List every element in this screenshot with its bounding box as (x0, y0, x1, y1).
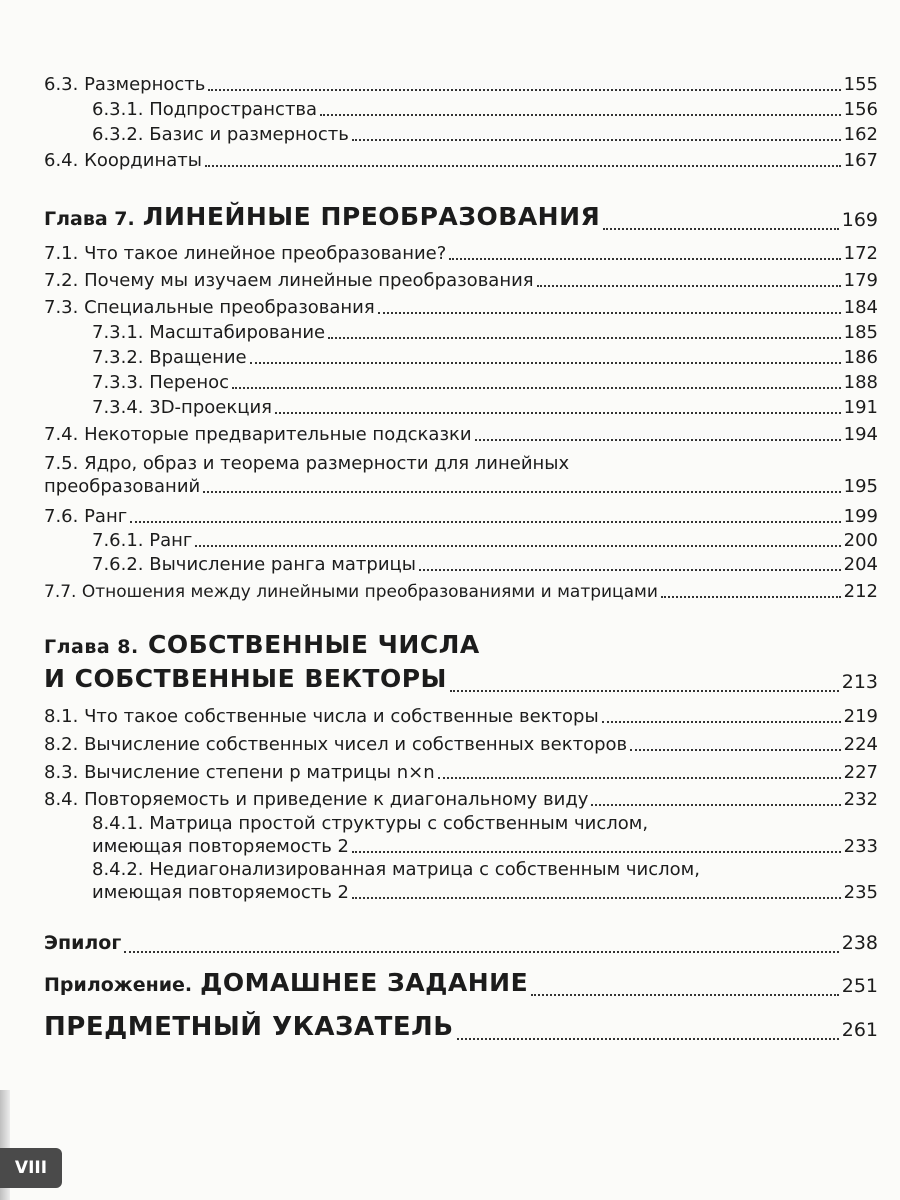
toc-entry-7-3[interactable] (44, 297, 878, 319)
toc-entry-7-6[interactable] (44, 506, 878, 528)
leader-dots (450, 689, 839, 692)
toc-entry-8-3[interactable] (44, 762, 878, 784)
leader-dots (438, 776, 841, 779)
toc-entry-7-4[interactable] (44, 424, 878, 446)
chapter-title: ЛИНЕЙНЫЕ ПРЕОБРАЗОВАНИЯ (142, 202, 601, 231)
toc-entry-title: 6.3. Размерность (44, 74, 206, 95)
appendix-title: ДОМАШНЕЕ ЗАДАНИЕ (200, 968, 529, 997)
toc-entry-title: 7.1. Что такое линейное преобразование? (44, 243, 447, 264)
toc-page-number: 184 (843, 297, 878, 318)
page-number-tab: VIII (0, 1148, 62, 1188)
leader-dots (232, 386, 841, 389)
toc-chapter-8[interactable] (44, 664, 878, 697)
leader-dots (630, 748, 840, 751)
toc-entry-title: 7.3. Специальные преобразования (44, 297, 375, 318)
toc-entry-7-6-1[interactable] (92, 530, 878, 552)
leader-dots (250, 361, 841, 364)
toc-entry-7-7[interactable] (44, 581, 878, 603)
toc-entry-8-4-1[interactable] (92, 812, 878, 858)
chapter-title-line1: СОБСТВЕННЫЕ ЧИСЛА (147, 630, 480, 659)
toc-entry-title: 7.3.4. 3D-проекция (92, 397, 272, 418)
toc-page-number: 186 (843, 347, 878, 368)
toc-appendix[interactable] (44, 968, 878, 1001)
toc-entry-7-1[interactable] (44, 243, 878, 265)
toc-entry-title: 8.2. Вычисление собственных чисел и собственных векторов (44, 734, 628, 755)
toc-page-number: 185 (843, 322, 878, 343)
toc-entry-6-3-1[interactable] (92, 99, 878, 121)
toc-page-number: 172 (843, 243, 878, 264)
toc-entry-6-3-2[interactable] (92, 124, 878, 146)
toc-entry-title: 8.1. Что такое собственные числа и собственные векторы (44, 706, 599, 727)
toc-entry-8-2[interactable] (44, 734, 878, 756)
toc-entry-6-4[interactable] (44, 150, 878, 172)
leader-dots (275, 411, 841, 414)
toc-entry-8-4[interactable] (44, 789, 878, 811)
toc-page-number: 169 (841, 209, 878, 231)
toc-entry-title-line1: 7.5. Ядро, образ и теорема размерности для линейных (44, 453, 570, 474)
toc-entry-title-line2: имеющая повторяемость 2 (92, 836, 350, 857)
toc-entry-title: 6.4. Координаты (44, 150, 202, 171)
toc-page-number: 238 (841, 932, 878, 954)
toc-page-number: 224 (843, 734, 878, 755)
toc-entry-title: 8.4. Повторяемость и приведение к диагональному виду (44, 789, 589, 810)
index-title: ПРЕДМЕТНЫЙ УКАЗАТЕЛЬ (44, 1012, 454, 1042)
toc-page-number: 191 (843, 397, 878, 418)
toc-page-number: 212 (843, 581, 878, 602)
toc-epilogue[interactable] (44, 928, 878, 958)
toc-chapter-7[interactable] (44, 202, 878, 235)
leader-dots (591, 803, 840, 806)
toc-entry-title: 6.3.2. Базис и размерность (92, 124, 349, 145)
toc-page-number: 251 (841, 975, 878, 997)
toc-entry-title: 7.6.1. Ранг (92, 530, 193, 551)
toc-entry-7-3-2[interactable] (92, 347, 878, 369)
toc-page-number: 199 (843, 506, 878, 527)
toc-entry-title-line1: 8.4.1. Матрица простой структуры с собственным числом, (92, 813, 649, 834)
toc-page-number: 261 (841, 1019, 878, 1041)
toc-page-number: 227 (843, 762, 878, 783)
toc-entry-title: 8.3. Вычисление степени p матрицы n×n (44, 762, 435, 783)
toc-page-number: 167 (843, 150, 878, 171)
leader-dots (602, 720, 841, 723)
toc-page-number: 213 (841, 671, 878, 693)
toc-entry-title: Эпилог (44, 932, 122, 954)
leader-dots (378, 311, 841, 314)
leader-dots (195, 544, 840, 547)
appendix-prefix: Приложение. (44, 974, 193, 996)
toc-entry-title: 7.7. Отношения между линейными преобразованиями и матрицами (44, 582, 658, 602)
toc-entry-7-3-4[interactable] (92, 397, 878, 419)
toc-page-number: 179 (843, 270, 878, 291)
leader-dots (130, 520, 840, 523)
toc-page-number: 194 (843, 424, 878, 445)
leader-dots (531, 993, 839, 996)
chapter-prefix: Глава 7. (44, 208, 135, 230)
toc-entry-title: 7.6.2. Вычисление ранга матрицы (92, 554, 416, 575)
toc-page-number: 155 (843, 74, 878, 95)
toc-entry-title: 7.4. Некоторые предварительные подсказки (44, 424, 472, 445)
toc-page-number: 235 (843, 882, 878, 903)
leader-dots (603, 227, 838, 230)
toc-entry-7-3-1[interactable] (92, 322, 878, 344)
toc-entry-7-2[interactable] (44, 270, 878, 292)
toc-page-number: 233 (843, 836, 878, 857)
chapter-prefix: Глава 8. (44, 636, 139, 658)
leader-dots (352, 138, 841, 141)
toc-entry-7-3-3[interactable] (92, 372, 878, 394)
toc-page-number: 200 (843, 530, 878, 551)
leader-dots (661, 595, 841, 598)
toc-page-number: 232 (843, 789, 878, 810)
leader-dots (352, 896, 841, 899)
toc-entry-title: 7.3.2. Вращение (92, 347, 247, 368)
leader-dots (457, 1037, 839, 1040)
toc-entry-7-5[interactable] (44, 452, 878, 498)
toc-entry-8-4-2[interactable] (92, 858, 878, 904)
toc-page-number: 195 (843, 476, 878, 497)
toc-entry-title: 6.3.1. Подпространства (92, 99, 318, 120)
toc-entry-title-line2: преобразований (44, 476, 201, 497)
toc-entry-title: 7.3.3. Перенос (92, 372, 230, 393)
toc-index[interactable] (44, 1012, 878, 1045)
toc-page-number: 162 (843, 124, 878, 145)
leader-dots (328, 336, 841, 339)
toc-entry-6-3[interactable] (44, 74, 878, 96)
toc-entry-title-line2: имеющая повторяемость 2 (92, 882, 350, 903)
chapter-title-line2: И СОБСТВЕННЫЕ ВЕКТОРЫ (44, 664, 447, 693)
leader-dots (320, 113, 841, 116)
toc-entry-title: 7.3.1. Масштабирование (92, 322, 326, 343)
leader-dots (124, 950, 838, 953)
toc-entry-title-line1: 8.4.2. Недиагонализированная матрица с собственным числом, (92, 859, 700, 880)
leader-dots (203, 490, 840, 493)
leader-dots (475, 438, 841, 441)
toc-page-number: 156 (843, 99, 878, 120)
leader-dots (205, 164, 841, 167)
toc-entry-title: 7.2. Почему мы изучаем линейные преобразования (44, 270, 534, 291)
leader-dots (419, 568, 841, 571)
leader-dots (537, 284, 841, 287)
leader-dots (208, 88, 840, 91)
toc-page-number: 188 (843, 372, 878, 393)
toc-entry-7-6-2[interactable] (92, 554, 878, 576)
leader-dots (352, 850, 841, 853)
toc-entry-8-1[interactable] (44, 706, 878, 728)
toc-page-number: 204 (843, 554, 878, 575)
toc-chapter-8-line1 (44, 630, 480, 659)
toc-page-number: 219 (843, 706, 878, 727)
toc-entry-title: 7.6. Ранг (44, 506, 128, 527)
leader-dots (449, 257, 840, 260)
